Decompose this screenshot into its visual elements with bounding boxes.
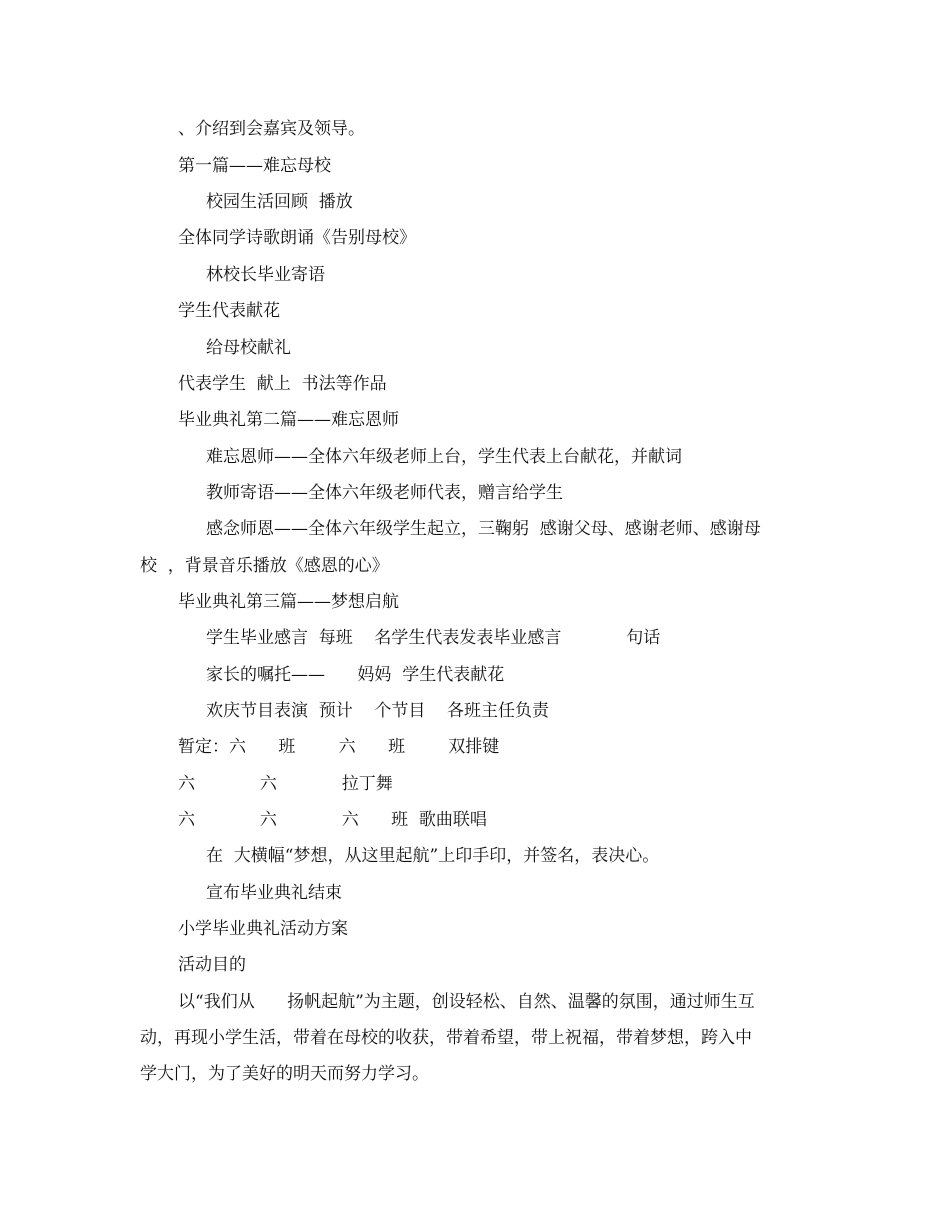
part-one-heading: 第一篇——难忘母校	[178, 156, 331, 176]
gratitude-line-continued: 校 ，背景音乐播放《感恩的心》	[140, 556, 389, 576]
purpose-paragraph-line-3: 学大门，为了美好的明天而努力学习。	[140, 1064, 429, 1084]
program-latin-dance-line: 六 六 拉丁舞	[178, 774, 393, 794]
principal-speech-line: 林校长毕业寄语	[206, 265, 325, 285]
poem-recital-line: 全体同学诗歌朗诵《告别母校》	[178, 228, 416, 248]
purpose-heading: 活动目的	[178, 955, 246, 975]
teacher-message-line: 教师寄语——全体六年级老师代表，赠言给学生	[206, 483, 563, 503]
part-two-heading: 毕业典礼第二篇——难忘恩师	[178, 410, 399, 430]
purpose-paragraph-line-1: 以“我们从 扬帆起航”为主题，创设轻松、自然、温馨的氛围，通过师生互	[178, 992, 755, 1012]
campus-review-line: 校园生活回顾 播放	[206, 192, 353, 212]
gratitude-line: 感念师恩——全体六年级学生起立，三鞠躬 感谢父母、感谢老师、感谢母	[206, 519, 761, 539]
program-tentative-line: 暂定：六 班 六 班 双排键	[178, 737, 500, 757]
part-three-heading: 毕业典礼第三篇——梦想启航	[178, 592, 399, 612]
gift-to-school-line: 给母校献礼	[206, 338, 291, 358]
student-flowers-line: 学生代表献花	[178, 301, 280, 321]
intro-guests-line: 、介绍到会嘉宾及领导。	[178, 119, 365, 139]
performance-line: 欢庆节目表演 预计 个节目 各班主任负责	[206, 701, 550, 721]
calligraphy-gift-line: 代表学生 献上 书法等作品	[178, 374, 387, 394]
teachers-stage-line: 难忘恩师——全体六年级老师上台，学生代表上台献花，并献词	[206, 447, 682, 467]
ceremony-end-line: 宣布毕业典礼结束	[206, 883, 342, 903]
plan-title: 小学毕业典礼活动方案	[178, 919, 348, 939]
banner-handprint-line: 在 大横幅“梦想，从这里起航”上印手印，并签名，表决心。	[206, 846, 660, 866]
graduation-speech-line: 学生毕业感言 每班 名学生代表发表毕业感言 句话	[206, 628, 661, 648]
program-song-medley-line: 六 六 六 班 歌曲联唱	[178, 810, 487, 830]
purpose-paragraph-line-2: 动，再现小学生活，带着在母校的收获，带着希望，带上祝福，带着梦想，跨入中	[140, 1028, 752, 1048]
parent-message-line: 家长的嘱托—— 妈妈 学生代表献花	[206, 665, 505, 685]
